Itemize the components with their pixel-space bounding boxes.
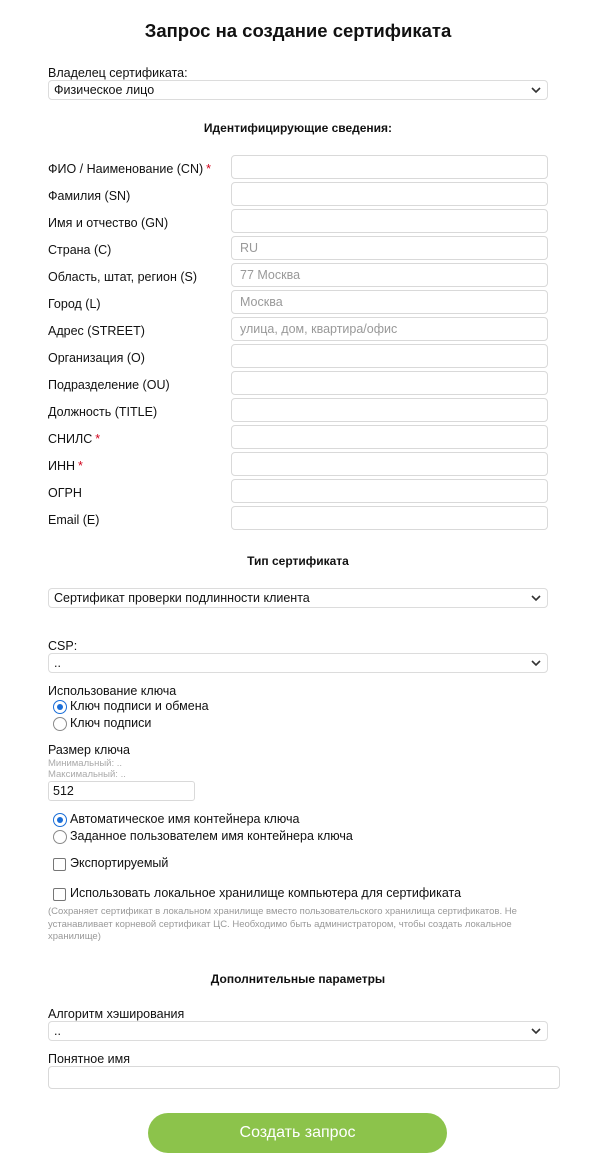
city-input[interactable]: Москва [231,290,548,314]
ou-label: Подразделение (OU) [48,378,170,392]
snils-label: СНИЛС * [48,432,101,446]
snils-input[interactable] [231,425,548,449]
c-label: Страна (C) [48,243,112,257]
chevron-down-icon [531,659,541,667]
sn-label: Фамилия (SN) [48,189,131,203]
hash-select[interactable] [48,1021,548,1041]
identity-heading: Идентифицирующие сведения: [203,121,393,135]
local-store-note: (Сохраняет сертификат в локальном хранилище вместо пользовательского хранилища сертификатов. Не устанавливает корневой сертификат ЦС. Необходимо быть администратором, чтобы создать локальное хранилище) [48,906,517,942]
chevron-down-icon [531,86,541,94]
o-label: Организация (O) [48,351,145,365]
owner-select[interactable] [48,80,548,100]
local-store-label: Использовать локальное хранилище компьютера для сертификата [70,886,462,900]
cert-type-heading: Тип сертификата [247,554,349,568]
csp-value: .. [54,656,61,670]
hash-value: .. [54,1024,61,1038]
country-input[interactable]: RU [231,236,548,260]
title-label: Должность (TITLE) [48,405,158,419]
inn-input[interactable] [231,452,548,476]
street-input[interactable]: улица, дом, квартира/офис [231,317,548,341]
gn-label: Имя и отчество (GN) [48,216,169,230]
l-label: Город (L) [48,297,101,311]
key-size-min: Минимальный: .. [48,758,123,769]
key-usage-label: Использование ключа [48,684,177,698]
hash-label: Алгоритм хэширования [48,1007,185,1021]
csp-label: CSP: [48,639,78,653]
key-size-input[interactable]: 512 [48,781,195,801]
cn-label: ФИО / Наименование (CN) * [48,162,212,176]
container-radio-auto[interactable] [53,813,67,827]
csp-select[interactable] [48,653,548,673]
key-usage-radio-sign[interactable] [53,717,67,731]
email-input[interactable] [231,506,548,530]
owner-label: Владелец сертификата: [48,66,188,80]
create-request-button[interactable]: Создать запрос [148,1113,447,1153]
street-label: Адрес (STREET) [48,324,145,338]
required-marker: * [95,432,101,446]
sn-input[interactable] [231,182,548,206]
department-input[interactable] [231,371,548,395]
email-label: Email (E) [48,513,100,527]
ogrn-input[interactable] [231,479,548,503]
page-title: Запрос на создание сертификата [144,20,452,41]
gn-input[interactable] [231,209,548,233]
job-title-input[interactable] [231,398,548,422]
inn-label: ИНН * [48,459,83,473]
friendly-name-input[interactable] [48,1066,560,1089]
cert-type-select[interactable] [48,588,548,608]
cn-input[interactable] [231,155,548,179]
exportable-label: Экспортируемый [70,856,169,870]
key-usage-option-label: Ключ подписи и обмена [70,699,209,713]
s-label: Область, штат, регион (S) [48,270,198,284]
owner-select-value: Физическое лицо [54,83,155,97]
extra-heading: Дополнительные параметры [210,972,386,986]
chevron-down-icon [531,594,541,602]
container-option-label: Автоматическое имя контейнера ключа [70,812,300,826]
ogrn-label: ОГРН [48,486,82,500]
required-marker: * [206,162,212,176]
key-usage-radio-sign-exchange[interactable] [53,700,67,714]
local-store-checkbox[interactable] [53,888,66,901]
key-size-max: Максимальный: .. [48,769,126,780]
organization-input[interactable] [231,344,548,368]
cert-type-value: Сертификат проверки подлинности клиента [54,591,310,605]
container-radio-custom[interactable] [53,830,67,844]
chevron-down-icon [531,1027,541,1035]
friendly-name-label: Понятное имя [48,1052,130,1066]
container-option-label: Заданное пользователем имя контейнера ключа [70,829,353,843]
key-usage-option-label: Ключ подписи [70,716,152,730]
region-input[interactable]: 77 Москва [231,263,548,287]
exportable-checkbox[interactable] [53,858,66,871]
required-marker: * [78,459,83,473]
key-size-label: Размер ключа [48,743,130,757]
